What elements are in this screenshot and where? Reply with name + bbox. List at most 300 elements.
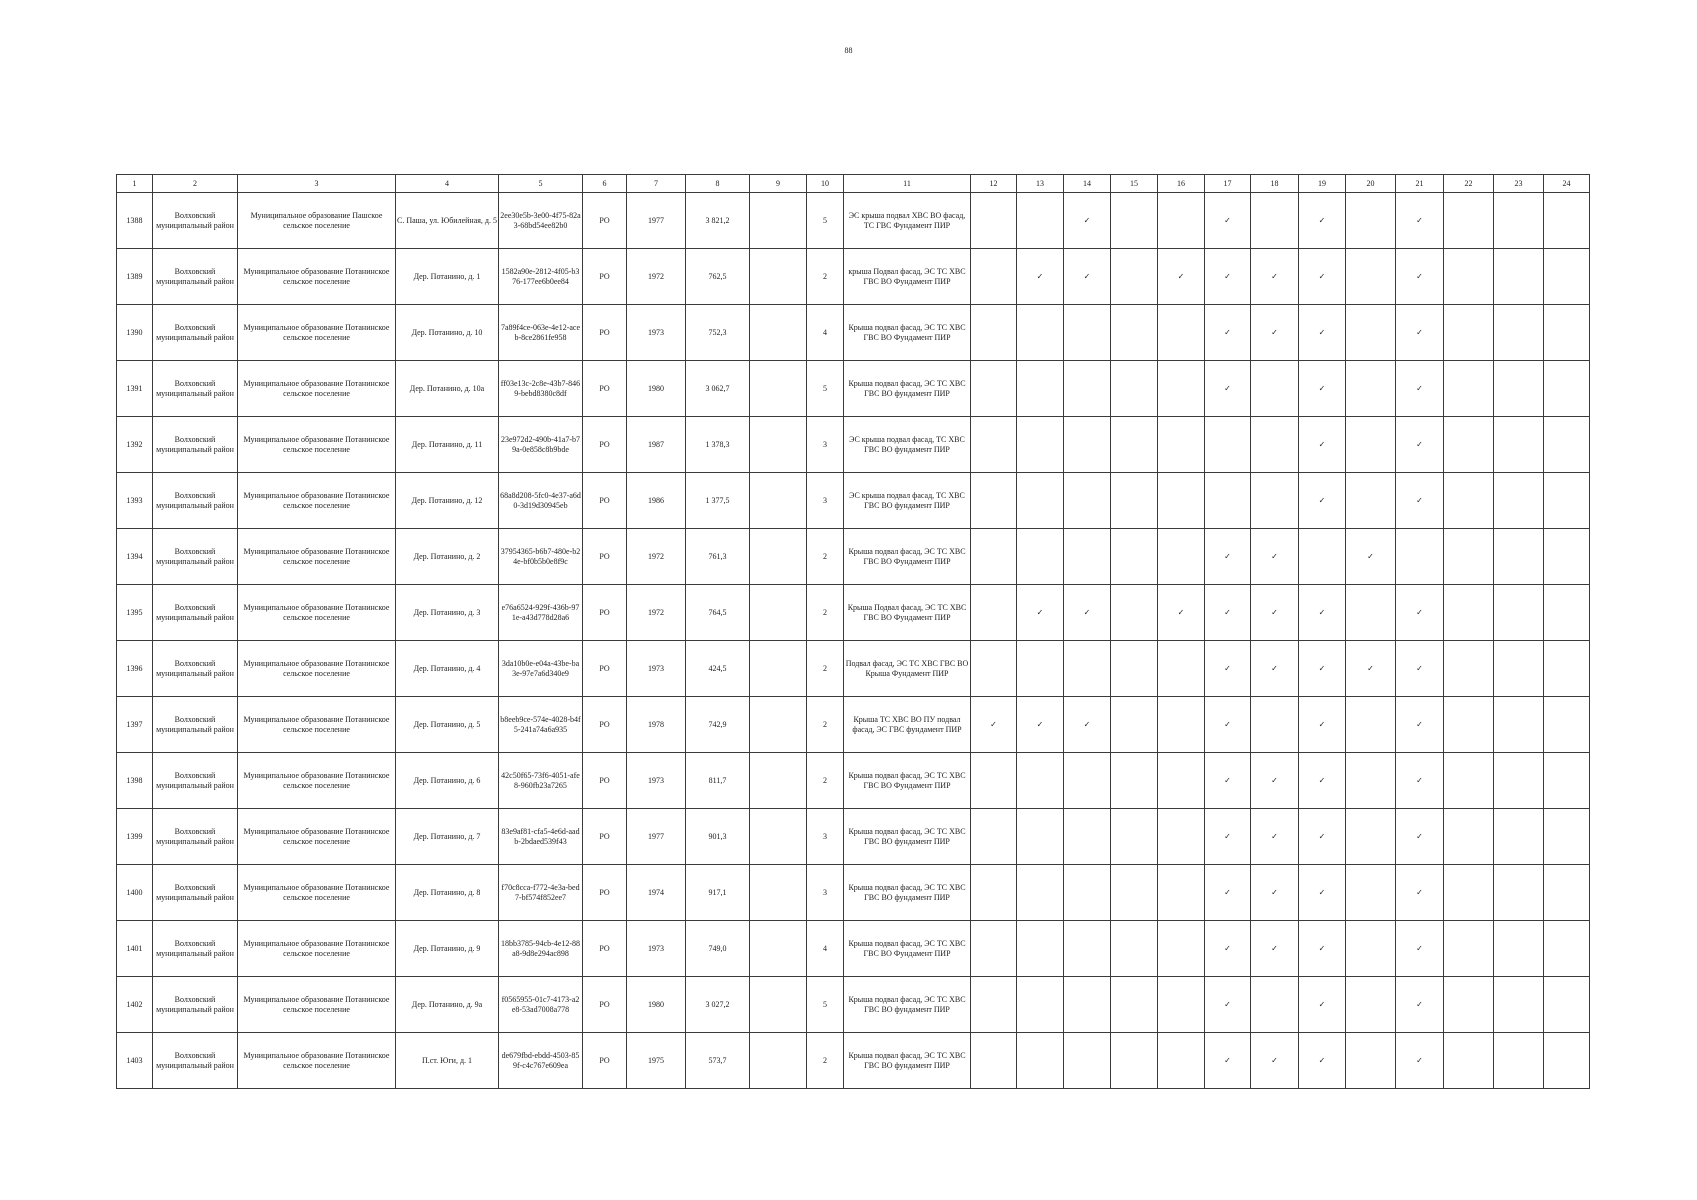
column-13-cell — [1017, 585, 1064, 641]
checkmark-icon: ✓ — [1224, 551, 1231, 561]
column-23-cell — [1494, 529, 1544, 585]
column-16-cell — [1158, 921, 1205, 977]
column-22-cell — [1444, 809, 1494, 865]
row-number: 1388 — [117, 193, 153, 249]
checkmark-icon: ✓ — [1083, 215, 1091, 225]
column-20-cell — [1346, 529, 1396, 585]
area-cell: 752,3 — [686, 305, 750, 361]
address-cell: С. Паша, ул. Юбилейная, д. 5 — [396, 193, 499, 249]
column-20-cell — [1346, 977, 1396, 1033]
works-cell: ЭС крыша подвал фасад, ТС ХВС ГВС ВО фундамент ПИР — [844, 473, 971, 529]
column-14-cell — [1064, 193, 1111, 249]
column-18-cell — [1251, 417, 1299, 473]
column-18-cell — [1251, 193, 1299, 249]
table-row — [117, 921, 1590, 977]
column-19-cell — [1299, 641, 1346, 697]
table-row — [117, 529, 1590, 585]
column-24-cell — [1544, 921, 1590, 977]
column-16-cell — [1158, 641, 1205, 697]
district-cell: Волховский муниципальный район — [153, 249, 238, 305]
type-cell: РО — [583, 361, 627, 417]
checkmark-icon: ✓ — [1367, 551, 1374, 561]
header-row — [117, 175, 1590, 193]
building-id-cell: 83e9af81-cfa5-4e6d-aadb-2bdaed539f43 — [499, 809, 583, 865]
column-23-cell — [1494, 305, 1544, 361]
area-cell: 811,7 — [686, 753, 750, 809]
checkmark-icon: ✓ — [1271, 551, 1278, 561]
column-16-cell — [1158, 473, 1205, 529]
column-18-cell — [1251, 249, 1299, 305]
municipality-cell: Муниципальное образование Потанинское сельское поселение — [238, 361, 396, 417]
column-16-cell — [1158, 977, 1205, 1033]
district-cell: Волховский муниципальный район — [153, 585, 238, 641]
checkmark-icon: ✓ — [1271, 327, 1278, 337]
works-cell: Подвал фасад, ЭС ТС ХВС ГВС ВО Крыша Фундамент ПИР — [844, 641, 971, 697]
column-20-cell — [1346, 361, 1396, 417]
column-12-cell — [971, 193, 1017, 249]
works-cell: Крыша подвал фасад, ЭС ТС ХВС ГВС ВО Фундамент ПИР — [844, 753, 971, 809]
district-cell: Волховский муниципальный район — [153, 697, 238, 753]
column-24-cell — [1544, 977, 1590, 1033]
row-number: 1402 — [117, 977, 153, 1033]
column-12-cell — [971, 1033, 1017, 1089]
district-cell: Волховский муниципальный район — [153, 753, 238, 809]
column-9-cell — [750, 865, 807, 921]
floors-cell: 3 — [807, 865, 844, 921]
column-12-cell — [971, 697, 1017, 753]
column-20-cell — [1346, 193, 1396, 249]
building-id-cell: 18bb3785-94cb-4e12-88a8-9d8e294ac898 — [499, 921, 583, 977]
checkmark-icon: ✓ — [1318, 327, 1326, 337]
year-cell: 1980 — [627, 361, 686, 417]
column-header-24: 24 — [1544, 175, 1590, 193]
column-24-cell — [1544, 809, 1590, 865]
column-17-cell — [1205, 529, 1251, 585]
column-14-cell — [1064, 1033, 1111, 1089]
column-15-cell — [1111, 585, 1158, 641]
municipality-cell: Муниципальное образование Потанинское сельское поселение — [238, 865, 396, 921]
column-14-cell — [1064, 921, 1111, 977]
building-id-cell: de679fbd-ebdd-4503-859f-c4c767e609ea — [499, 1033, 583, 1089]
column-15-cell — [1111, 865, 1158, 921]
column-14-cell — [1064, 417, 1111, 473]
checkmark-icon: ✓ — [1318, 719, 1326, 729]
column-19-cell — [1299, 585, 1346, 641]
municipality-cell: Муниципальное образование Пашское сельское поселение — [238, 193, 396, 249]
column-24-cell — [1544, 305, 1590, 361]
area-cell: 901,3 — [686, 809, 750, 865]
table-row — [117, 305, 1590, 361]
column-13-cell — [1017, 417, 1064, 473]
checkmark-icon: ✓ — [1271, 943, 1278, 953]
column-header-14: 14 — [1064, 175, 1111, 193]
column-21-cell — [1396, 641, 1444, 697]
checkmark-icon: ✓ — [1416, 495, 1423, 505]
checkmark-icon: ✓ — [1177, 607, 1185, 617]
type-cell: РО — [583, 585, 627, 641]
column-9-cell — [750, 529, 807, 585]
column-13-cell — [1017, 697, 1064, 753]
column-19-cell — [1299, 249, 1346, 305]
district-cell: Волховский муниципальный район — [153, 809, 238, 865]
area-cell: 3 027,2 — [686, 977, 750, 1033]
works-cell: ЭС крыша подвал фасад, ТС ХВС ГВС ВО фундамент ПИР — [844, 417, 971, 473]
column-15-cell — [1111, 361, 1158, 417]
column-23-cell — [1494, 977, 1544, 1033]
municipality-cell: Муниципальное образование Потанинское сельское поселение — [238, 585, 396, 641]
building-id-cell: 3da10b0e-e04a-43be-ba3e-97e7a6d340e9 — [499, 641, 583, 697]
column-13-cell — [1017, 305, 1064, 361]
column-17-cell — [1205, 361, 1251, 417]
column-13-cell — [1017, 865, 1064, 921]
column-header-4: 4 — [396, 175, 499, 193]
column-24-cell — [1544, 641, 1590, 697]
column-9-cell — [750, 585, 807, 641]
checkmark-icon: ✓ — [1416, 719, 1423, 729]
checkmark-icon: ✓ — [1416, 943, 1423, 953]
checkmark-icon: ✓ — [1224, 1055, 1231, 1065]
type-cell: РО — [583, 305, 627, 361]
column-9-cell — [750, 697, 807, 753]
column-20-cell — [1346, 865, 1396, 921]
row-number: 1398 — [117, 753, 153, 809]
checkmark-icon: ✓ — [1318, 831, 1326, 841]
row-number: 1397 — [117, 697, 153, 753]
table-row — [117, 417, 1590, 473]
column-13-cell — [1017, 809, 1064, 865]
column-14-cell — [1064, 249, 1111, 305]
column-20-cell — [1346, 417, 1396, 473]
floors-cell: 2 — [807, 529, 844, 585]
type-cell: РО — [583, 249, 627, 305]
column-9-cell — [750, 809, 807, 865]
column-23-cell — [1494, 473, 1544, 529]
column-16-cell — [1158, 809, 1205, 865]
checkmark-icon: ✓ — [1271, 1055, 1278, 1065]
column-13-cell — [1017, 529, 1064, 585]
column-15-cell — [1111, 921, 1158, 977]
column-21-cell — [1396, 305, 1444, 361]
column-12-cell — [971, 641, 1017, 697]
area-cell: 1 378,3 — [686, 417, 750, 473]
column-header-3: 3 — [238, 175, 396, 193]
district-cell: Волховский муниципальный район — [153, 305, 238, 361]
column-22-cell — [1444, 417, 1494, 473]
type-cell: РО — [583, 697, 627, 753]
column-21-cell — [1396, 753, 1444, 809]
row-number: 1396 — [117, 641, 153, 697]
column-16-cell — [1158, 529, 1205, 585]
row-number: 1394 — [117, 529, 153, 585]
column-19-cell — [1299, 921, 1346, 977]
column-21-cell — [1396, 921, 1444, 977]
column-15-cell — [1111, 305, 1158, 361]
checkmark-icon: ✓ — [1224, 271, 1231, 281]
building-id-cell: 1582a90e-2812-4f05-b376-177ee6b0ee84 — [499, 249, 583, 305]
column-13-cell — [1017, 1033, 1064, 1089]
table-row — [117, 697, 1590, 753]
column-19-cell — [1299, 977, 1346, 1033]
column-22-cell — [1444, 753, 1494, 809]
municipality-cell: Муниципальное образование Потанинское сельское поселение — [238, 529, 396, 585]
municipality-cell: Муниципальное образование Потанинское сельское поселение — [238, 921, 396, 977]
checkmark-icon: ✓ — [1416, 327, 1423, 337]
column-12-cell — [971, 753, 1017, 809]
type-cell: РО — [583, 809, 627, 865]
floors-cell: 4 — [807, 305, 844, 361]
column-12-cell — [971, 305, 1017, 361]
column-22-cell — [1444, 193, 1494, 249]
municipality-cell: Муниципальное образование Потанинское сельское поселение — [238, 249, 396, 305]
column-9-cell — [750, 417, 807, 473]
column-12-cell — [971, 809, 1017, 865]
checkmark-icon: ✓ — [1416, 215, 1423, 225]
column-14-cell — [1064, 585, 1111, 641]
area-cell: 762,5 — [686, 249, 750, 305]
building-id-cell: f70c8cca-f772-4e3a-bed7-bf574f852ee7 — [499, 865, 583, 921]
floors-cell: 4 — [807, 921, 844, 977]
column-13-cell — [1017, 977, 1064, 1033]
column-22-cell — [1444, 585, 1494, 641]
column-15-cell — [1111, 417, 1158, 473]
row-number: 1391 — [117, 361, 153, 417]
checkmark-icon: ✓ — [1224, 327, 1231, 337]
table-row — [117, 641, 1590, 697]
column-21-cell — [1396, 249, 1444, 305]
column-9-cell — [750, 641, 807, 697]
column-23-cell — [1494, 641, 1544, 697]
district-cell: Волховский муниципальный район — [153, 977, 238, 1033]
checkmark-icon: ✓ — [1036, 271, 1044, 281]
column-16-cell — [1158, 193, 1205, 249]
municipality-cell: Муниципальное образование Потанинское сельское поселение — [238, 473, 396, 529]
address-cell: Дер. Потанино, д. 11 — [396, 417, 499, 473]
year-cell: 1974 — [627, 865, 686, 921]
year-cell: 1980 — [627, 977, 686, 1033]
row-number: 1392 — [117, 417, 153, 473]
column-12-cell — [971, 977, 1017, 1033]
column-22-cell — [1444, 473, 1494, 529]
row-number: 1399 — [117, 809, 153, 865]
column-9-cell — [750, 361, 807, 417]
floors-cell: 3 — [807, 473, 844, 529]
column-24-cell — [1544, 361, 1590, 417]
column-17-cell — [1205, 193, 1251, 249]
column-header-8: 8 — [686, 175, 750, 193]
column-header-17: 17 — [1205, 175, 1251, 193]
floors-cell: 5 — [807, 193, 844, 249]
column-21-cell — [1396, 193, 1444, 249]
column-16-cell — [1158, 305, 1205, 361]
column-header-11: 11 — [844, 175, 971, 193]
address-cell: Дер. Потанино, д. 1 — [396, 249, 499, 305]
type-cell: РО — [583, 417, 627, 473]
checkmark-icon: ✓ — [1318, 439, 1326, 449]
checkmark-icon: ✓ — [1083, 271, 1091, 281]
column-22-cell — [1444, 697, 1494, 753]
building-id-cell: e76a6524-929f-436b-971e-a43d778d28a6 — [499, 585, 583, 641]
checkmark-icon: ✓ — [1318, 495, 1326, 505]
floors-cell: 5 — [807, 977, 844, 1033]
table-row — [117, 865, 1590, 921]
row-number: 1400 — [117, 865, 153, 921]
column-18-cell — [1251, 809, 1299, 865]
checkmark-icon: ✓ — [1271, 775, 1278, 785]
column-13-cell — [1017, 641, 1064, 697]
column-13-cell — [1017, 361, 1064, 417]
address-cell: Дер. Потанино, д. 10а — [396, 361, 499, 417]
column-12-cell — [971, 529, 1017, 585]
address-cell: П.ст. Юги, д. 1 — [396, 1033, 499, 1089]
table-header — [117, 175, 1590, 193]
year-cell: 1973 — [627, 753, 686, 809]
column-19-cell — [1299, 417, 1346, 473]
table-row — [117, 585, 1590, 641]
works-cell: Крыша подвал фасад, ЭС ТС ХВС ГВС ВО фундамент ПИР — [844, 977, 971, 1033]
column-23-cell — [1494, 417, 1544, 473]
year-cell: 1973 — [627, 921, 686, 977]
column-14-cell — [1064, 529, 1111, 585]
address-cell: Дер. Потанино, д. 9 — [396, 921, 499, 977]
row-number: 1390 — [117, 305, 153, 361]
works-cell: крыша Подвал фасад, ЭС ТС ХВС ГВС ВО Фундамент ПИР — [844, 249, 971, 305]
column-24-cell — [1544, 193, 1590, 249]
floors-cell: 3 — [807, 809, 844, 865]
area-cell: 3 821,2 — [686, 193, 750, 249]
column-23-cell — [1494, 249, 1544, 305]
table-row — [117, 753, 1590, 809]
column-16-cell — [1158, 1033, 1205, 1089]
type-cell: РО — [583, 641, 627, 697]
column-21-cell — [1396, 697, 1444, 753]
floors-cell: 3 — [807, 417, 844, 473]
checkmark-icon: ✓ — [1271, 271, 1278, 281]
checkmark-icon: ✓ — [1036, 607, 1044, 617]
district-cell: Волховский муниципальный район — [153, 529, 238, 585]
column-24-cell — [1544, 585, 1590, 641]
address-cell: Дер. Потанино, д. 4 — [396, 641, 499, 697]
area-cell: 573,7 — [686, 1033, 750, 1089]
type-cell: РО — [583, 529, 627, 585]
column-header-1: 1 — [117, 175, 153, 193]
year-cell: 1973 — [627, 305, 686, 361]
column-21-cell — [1396, 977, 1444, 1033]
column-17-cell — [1205, 305, 1251, 361]
address-cell: Дер. Потанино, д. 8 — [396, 865, 499, 921]
checkmark-icon: ✓ — [1318, 1055, 1326, 1065]
column-23-cell — [1494, 585, 1544, 641]
area-cell: 761,3 — [686, 529, 750, 585]
column-18-cell — [1251, 1033, 1299, 1089]
column-header-15: 15 — [1111, 175, 1158, 193]
column-17-cell — [1205, 417, 1251, 473]
column-22-cell — [1444, 1033, 1494, 1089]
floors-cell: 2 — [807, 585, 844, 641]
column-23-cell — [1494, 697, 1544, 753]
column-15-cell — [1111, 977, 1158, 1033]
column-18-cell — [1251, 697, 1299, 753]
column-17-cell — [1205, 921, 1251, 977]
column-24-cell — [1544, 865, 1590, 921]
column-header-20: 20 — [1346, 175, 1396, 193]
column-23-cell — [1494, 361, 1544, 417]
column-23-cell — [1494, 193, 1544, 249]
column-header-19: 19 — [1299, 175, 1346, 193]
table-row — [117, 249, 1590, 305]
column-18-cell — [1251, 305, 1299, 361]
column-18-cell — [1251, 865, 1299, 921]
checkmark-icon: ✓ — [1224, 943, 1231, 953]
area-cell: 1 377,5 — [686, 473, 750, 529]
column-19-cell — [1299, 1033, 1346, 1089]
checkmark-icon: ✓ — [1318, 943, 1326, 953]
column-22-cell — [1444, 305, 1494, 361]
year-cell: 1972 — [627, 529, 686, 585]
column-header-9: 9 — [750, 175, 807, 193]
column-15-cell — [1111, 697, 1158, 753]
area-cell: 764,5 — [686, 585, 750, 641]
column-16-cell — [1158, 417, 1205, 473]
works-cell: Крыша ТС ХВС ВО ПУ подвал фасад, ЭС ГВС фундамент ПИР — [844, 697, 971, 753]
column-16-cell — [1158, 753, 1205, 809]
checkmark-icon: ✓ — [1224, 999, 1231, 1009]
column-24-cell — [1544, 417, 1590, 473]
column-22-cell — [1444, 977, 1494, 1033]
works-cell: Крыша подвал фасад, ЭС ТС ХВС ГВС ВО фундамент ПИР — [844, 809, 971, 865]
column-13-cell — [1017, 921, 1064, 977]
column-15-cell — [1111, 473, 1158, 529]
column-23-cell — [1494, 921, 1544, 977]
column-19-cell — [1299, 305, 1346, 361]
address-cell: Дер. Потанино, д. 12 — [396, 473, 499, 529]
checkmark-icon: ✓ — [1036, 719, 1044, 729]
type-cell: РО — [583, 1033, 627, 1089]
column-9-cell — [750, 921, 807, 977]
column-header-16: 16 — [1158, 175, 1205, 193]
table-row — [117, 1033, 1590, 1089]
column-17-cell — [1205, 977, 1251, 1033]
type-cell: РО — [583, 865, 627, 921]
column-20-cell — [1346, 809, 1396, 865]
column-18-cell — [1251, 473, 1299, 529]
municipality-cell: Муниципальное образование Потанинское сельское поселение — [238, 809, 396, 865]
column-18-cell — [1251, 529, 1299, 585]
column-15-cell — [1111, 809, 1158, 865]
column-16-cell — [1158, 249, 1205, 305]
area-cell: 424,5 — [686, 641, 750, 697]
table-row — [117, 809, 1590, 865]
checkmark-icon: ✓ — [1083, 607, 1091, 617]
table-row — [117, 361, 1590, 417]
column-21-cell — [1396, 417, 1444, 473]
checkmark-icon: ✓ — [1416, 887, 1423, 897]
building-id-cell: 37954365-b6b7-480e-b24e-bf0b5b0e8f9c — [499, 529, 583, 585]
column-20-cell — [1346, 305, 1396, 361]
area-cell: 742,9 — [686, 697, 750, 753]
checkmark-icon: ✓ — [1416, 607, 1423, 617]
column-20-cell — [1346, 753, 1396, 809]
column-12-cell — [971, 921, 1017, 977]
municipality-cell: Муниципальное образование Потанинское сельское поселение — [238, 977, 396, 1033]
year-cell: 1977 — [627, 809, 686, 865]
column-17-cell — [1205, 753, 1251, 809]
address-cell: Дер. Потанино, д. 9а — [396, 977, 499, 1033]
column-14-cell — [1064, 977, 1111, 1033]
page-number: 88 — [844, 46, 853, 55]
column-21-cell — [1396, 529, 1444, 585]
table-row — [117, 977, 1590, 1033]
year-cell: 1973 — [627, 641, 686, 697]
